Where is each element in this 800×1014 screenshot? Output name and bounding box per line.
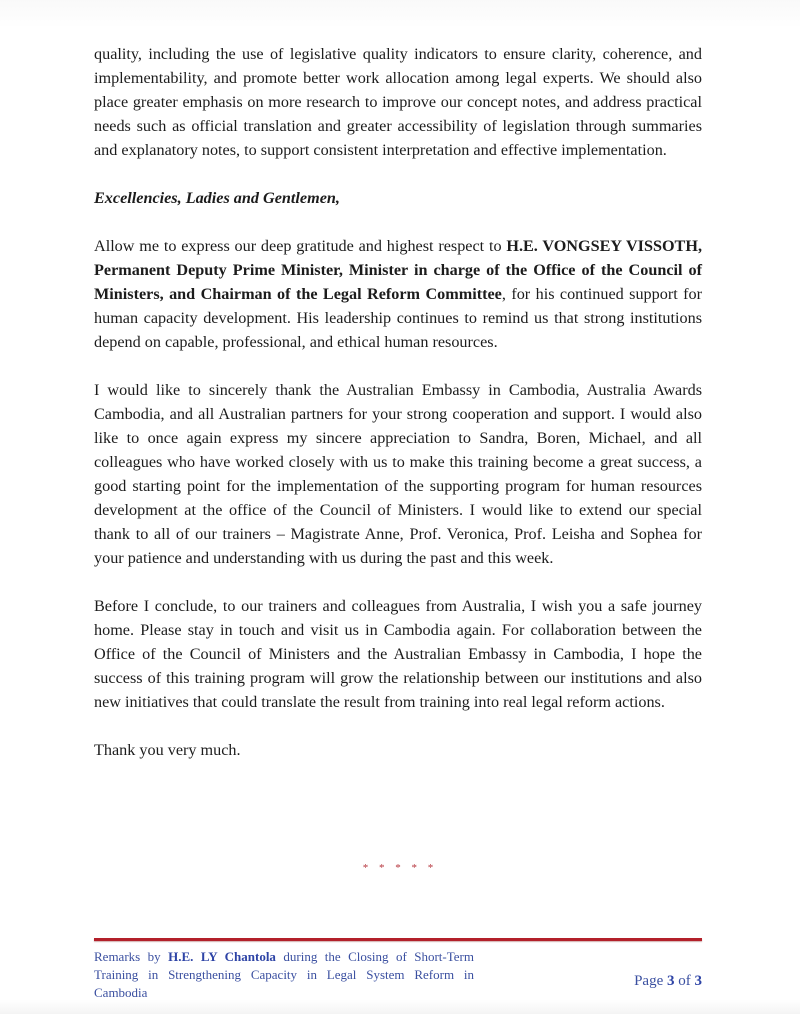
paragraph-conclusion: Before I conclude, to our trainers and colleagues from Australia, I wish you a safe journey home. Please stay in touch and visit us in Cambodia again. For collaboration between the Office of the Council of Ministers and the Australian Embassy in Cambodia, I hope the success of this training program will grow the relationship between our institutions and also new initiatives that could translate the result from training into real legal reform actions. <box>94 597 702 711</box>
paragraph-thanks-australia: I would like to sincerely thank the Australian Embassy in Cambodia, Australia Awards Cambodia, and all Australian partners for your strong cooperation and support. I would also like to once again express my sincere appreciation to Sandra, Boren, Michael, and all colleagues who have worked closely with us to make this training become a great success, a good starting point for the implementation of the supporting program for human resources development at the office of the Council of Ministers. I would like to extend our special thank to all of our trainers – Magistrate Anne, Prof. Veronica, Prof. Leisha and Sophea for your patience and understanding with us during the past and this week. <box>94 381 702 567</box>
total-pages: 3 <box>694 973 702 989</box>
footer-divider <box>94 938 702 941</box>
page-bottom-edge <box>0 1000 800 1014</box>
closing-line: Thank you very much. <box>94 741 241 759</box>
paragraph-gratitude <box>94 234 702 354</box>
footer-remarks <box>94 948 474 1002</box>
end-of-text-stars: * * * * * <box>362 862 438 874</box>
page-number <box>634 973 702 990</box>
honoree-name: H.E. VONGSEY VISSOTH, Permanent Deputy Prime Minister, Minister in charge of the Office of the Council of Ministers, and Chairman of the Legal Reform Committee <box>94 237 702 303</box>
paragraph-legislative-quality: quality, including the use of legislative quality indicators to ensure clarity, coherence, and implementability, and promote better work allocation among legal experts. We should also place greater emphasis on more research to improve our concept notes, and address practical needs such as official translation and greater accessibility of legislation through summaries and explanatory notes, to support consistent interpretation and effective implementation. <box>94 45 702 159</box>
footer-remarks-lead: Remarks by <box>94 949 169 964</box>
footer-speaker: H.E. LY Chantola <box>168 949 276 964</box>
gratitude-tail: , for his continued support for human capacity development. His leadership continues to remind us that strong institutions depend on capable, professional, and ethical human resources. <box>94 285 702 351</box>
page-label: Page <box>634 973 667 989</box>
document-body <box>94 42 702 786</box>
salutation: Excellencies, Ladies and Gentlemen, <box>94 189 340 207</box>
of-label: of <box>674 973 695 989</box>
gratitude-lead: Allow me to express our deep gratitude and highest respect to <box>94 237 507 255</box>
footer-remarks-tail: during the Closing of Short-Term Training in Strengthening Capacity in Legal System Reform in Cambodia <box>94 949 474 1000</box>
current-page: 3 <box>667 973 675 989</box>
